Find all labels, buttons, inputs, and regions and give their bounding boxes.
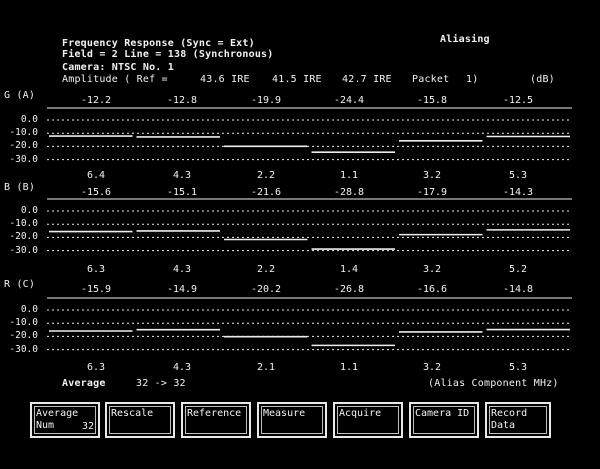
x-tick-label: 4.3 bbox=[172, 170, 192, 181]
packet-value: 1) bbox=[466, 74, 479, 85]
x-tick-label: 5.3 bbox=[508, 362, 528, 373]
x-tick-label: 2.1 bbox=[256, 362, 276, 373]
softkey-label: Rescale bbox=[111, 408, 154, 419]
data-label: -14.8 bbox=[502, 284, 534, 295]
x-tick-label: 3.2 bbox=[422, 170, 442, 181]
data-label: -26.8 bbox=[333, 284, 365, 295]
softkey-label: Acquire bbox=[339, 408, 382, 419]
data-label: -15.6 bbox=[80, 187, 112, 198]
x-tick-label: 4.3 bbox=[172, 362, 192, 373]
y-tick-label: 0.0 bbox=[20, 205, 38, 216]
x-tick-label: 3.2 bbox=[422, 362, 442, 373]
y-tick-label: -10.0 bbox=[9, 127, 38, 139]
x-tick-label: 6.3 bbox=[86, 362, 106, 373]
average-label: Average bbox=[62, 378, 106, 389]
softkey-label: Reference bbox=[187, 408, 242, 419]
unit-label: (dB) bbox=[530, 74, 555, 85]
packet-label: Packet bbox=[412, 74, 450, 85]
data-label: -21.6 bbox=[250, 187, 282, 198]
x-tick-label: 1.1 bbox=[339, 170, 359, 181]
x-tick-label: 4.3 bbox=[172, 264, 192, 275]
x-axis-unit-label: (Alias Component MHz) bbox=[428, 378, 559, 389]
ref-value-1: 43.6 IRE bbox=[200, 74, 250, 85]
x-tick-label: 5.2 bbox=[508, 264, 528, 275]
average-value: 32 -> 32 bbox=[136, 378, 186, 389]
x-tick-label: 5.3 bbox=[508, 170, 528, 181]
panel-title-b: B (B) bbox=[4, 182, 36, 193]
softkey-record-data[interactable] bbox=[485, 402, 551, 438]
x-tick-label: 1.4 bbox=[339, 264, 359, 275]
x-tick-label: 3.2 bbox=[422, 264, 442, 275]
softkey-label: Record Data bbox=[491, 408, 528, 431]
data-label: -19.9 bbox=[250, 95, 282, 106]
x-tick-label: 1.1 bbox=[339, 362, 359, 373]
panel-title-r: R (C) bbox=[4, 279, 36, 290]
softkey-label: Average Num bbox=[36, 408, 79, 431]
mode-label: Aliasing bbox=[440, 34, 490, 45]
x-tick-label: 2.2 bbox=[256, 170, 276, 181]
y-tick-label: -30.0 bbox=[9, 343, 38, 355]
softkey-reference[interactable] bbox=[181, 402, 251, 438]
softkey-acquire[interactable] bbox=[333, 402, 403, 438]
y-tick-label: -20.0 bbox=[9, 140, 38, 152]
data-label: -15.1 bbox=[166, 187, 198, 198]
measurement-title: Frequency Response (Sync = Ext) bbox=[62, 38, 255, 49]
y-tick-label: -30.0 bbox=[9, 244, 38, 256]
ref-value-3: 42.7 IRE bbox=[342, 74, 392, 85]
softkey-value: 32 bbox=[81, 421, 94, 432]
softkey-rescale[interactable] bbox=[105, 402, 175, 438]
softkey-camera-id[interactable] bbox=[409, 402, 479, 438]
data-label: -12.2 bbox=[80, 95, 112, 106]
x-tick-label: 2.2 bbox=[256, 264, 276, 275]
amplitude-label: Amplitude ( Ref = bbox=[62, 74, 168, 85]
x-tick-label: 6.3 bbox=[86, 264, 106, 275]
softkey-measure[interactable] bbox=[257, 402, 327, 438]
data-label: -16.6 bbox=[416, 284, 448, 295]
field-line-info: Field = 2 Line = 138 (Synchronous) bbox=[62, 49, 274, 60]
camera-info: Camera: NTSC No. 1 bbox=[62, 62, 174, 73]
softkey-label: Measure bbox=[263, 408, 306, 419]
panel-title-g: G (A) bbox=[4, 90, 36, 101]
ref-value-2: 41.5 IRE bbox=[272, 74, 322, 85]
data-label: -28.8 bbox=[333, 187, 365, 198]
softkey-average-num[interactable] bbox=[30, 402, 100, 438]
data-label: -15.9 bbox=[80, 284, 112, 295]
y-tick-label: -10.0 bbox=[9, 218, 38, 230]
data-label: -14.3 bbox=[502, 187, 534, 198]
y-tick-label: -10.0 bbox=[9, 317, 38, 329]
data-label: -17.9 bbox=[416, 187, 448, 198]
x-tick-label: 6.4 bbox=[86, 170, 106, 181]
y-tick-label: 0.0 bbox=[20, 304, 38, 315]
y-tick-label: -30.0 bbox=[9, 153, 38, 165]
data-label: -12.5 bbox=[502, 95, 534, 106]
data-label: -14.9 bbox=[166, 284, 198, 295]
y-tick-label: -20.0 bbox=[9, 330, 38, 342]
data-label: -15.8 bbox=[416, 95, 448, 106]
data-label: -12.8 bbox=[166, 95, 198, 106]
data-label: -24.4 bbox=[333, 95, 365, 106]
data-label: -20.2 bbox=[250, 284, 282, 295]
y-tick-label: -20.0 bbox=[9, 231, 38, 243]
y-tick-label: 0.0 bbox=[20, 114, 38, 125]
softkey-label: Camera ID bbox=[415, 408, 470, 419]
